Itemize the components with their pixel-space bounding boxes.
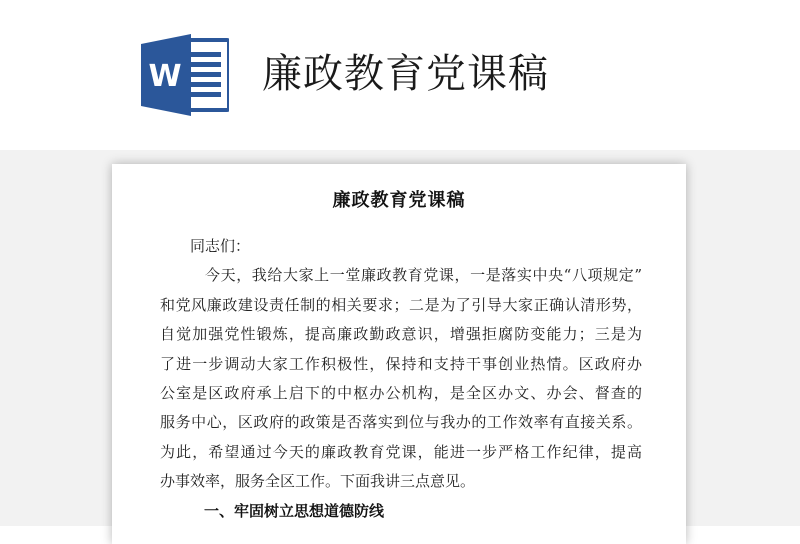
paragraph-line: 自觉加强党性锻炼，提高廉政勤政意识，增强拒腐防变能力；三是为 (160, 325, 642, 344)
header-title: 廉政教育党课稿 (262, 51, 549, 97)
paragraph-line: 和党风廉政建设责任制的相关要求；二是为了引导大家正确认清形势， (160, 295, 642, 314)
paragraph-line: 了进一步调动大家工作积极性，保持和支持干事创业热情。区政府办 (160, 354, 642, 373)
paragraph-line: 服务中心，区政府的政策是否落实到位与我办的工作效率有直接关系。 (160, 413, 642, 432)
section-heading: 一、牢固树立思想道德防线 (204, 501, 385, 520)
paragraph-line: 为此，希望通过今天的廉政教育党课，能进一步严格工作纪律，提高 (160, 442, 642, 461)
header-band (0, 0, 800, 150)
document-title: 廉政教育党课稿 (332, 190, 466, 211)
paragraph-line: 今天，我给大家上一堂廉政教育党课，一是落实中央“八项规定” (205, 266, 642, 285)
salutation: 同志们： (190, 237, 251, 255)
paragraph-line: 办事效率，服务全区工作。下面我讲三点意见。 (160, 472, 476, 491)
word-icon-letter: W (148, 59, 182, 94)
document-page (112, 164, 686, 544)
word-icon (141, 34, 229, 116)
paragraph-line: 公室是区政府承上启下的中枢办公机构，是全区办文、办会、督查的 (160, 383, 642, 402)
document-body (160, 232, 642, 526)
